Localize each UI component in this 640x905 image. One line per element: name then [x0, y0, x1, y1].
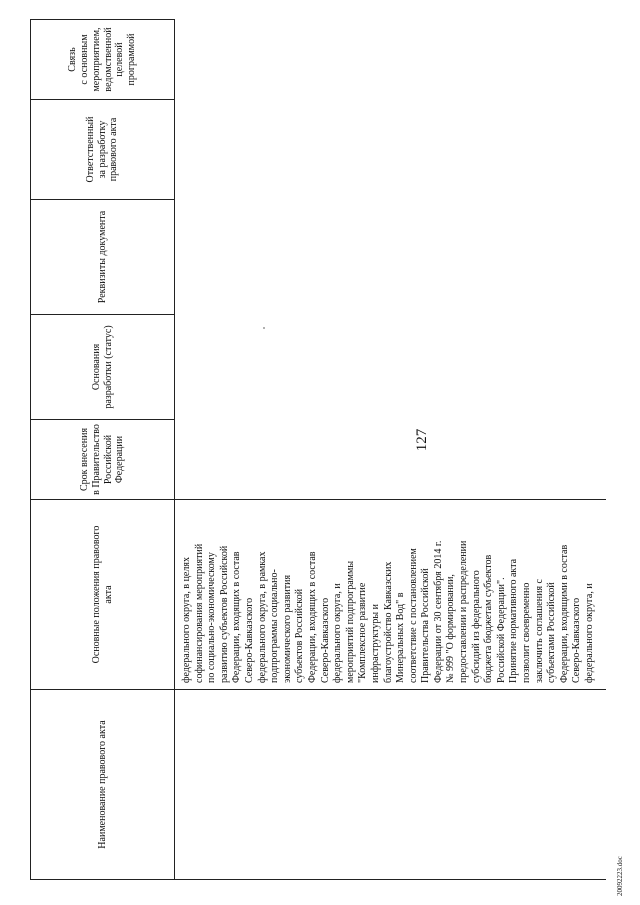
provisions-line: субъектами Российской: [546, 582, 558, 683]
provisions-line: Северо-Кавказского: [243, 597, 255, 683]
header-program-link: Связь с основным мероприятием, ведомственной целевой программой: [31, 20, 175, 100]
provisions-line: федерального округа, и: [332, 583, 344, 683]
legal-acts-table: [30, 19, 606, 880]
table-header-row: [31, 20, 175, 880]
provisions-line: мероприятий подпрограммы: [344, 560, 356, 683]
footer-filename: 20092223.doc: [616, 856, 624, 896]
provisions-line: заключить соглашения с: [533, 579, 545, 683]
header-grounds: Основания разработки (статус): [31, 315, 175, 420]
provisions-line: Федерации, входящих в состав: [231, 551, 243, 683]
rotated-landscape-content: [30, 20, 624, 896]
header-document-details: Реквизиты документа: [31, 200, 175, 315]
provisions-line: Федерации, входящими в состав: [558, 544, 570, 683]
provisions-line: федерального округа, в целях: [181, 557, 192, 683]
cell-deadline: [175, 420, 607, 500]
scan-speck: [263, 327, 265, 329]
page-number: 127: [414, 428, 430, 452]
provisions-line: Северо-Кавказского: [319, 597, 331, 683]
provisions-line: Правительства Российской: [420, 568, 432, 683]
provisions-line: Федерации от 30 сентября 2014 г.: [432, 540, 444, 683]
provisions-line: соответствие с постановлением: [407, 548, 419, 683]
header-submission-deadline: Срок внесения в Правительство Российской Федерации: [31, 420, 175, 500]
provisions-line: Принятие нормативного акта: [508, 558, 520, 683]
provisions-line: Федерации, входящих в состав: [306, 551, 318, 683]
provisions-line: развитию субъектов Российской: [218, 545, 230, 683]
header-act-name: Наименование правового акта: [31, 690, 175, 880]
provisions-line: федерального округа, и: [584, 583, 595, 683]
cell-details: [175, 200, 607, 315]
provisions-line: экономического развития: [281, 574, 293, 683]
header-responsible: Ответственный за разработку правового акта: [31, 100, 175, 200]
provisions-line: Минеральных Вод" в: [395, 592, 407, 683]
cell-act-name: [175, 690, 607, 880]
provisions-line: субсидий из федерального: [470, 570, 482, 683]
provisions-line: предоставлении и распределении: [458, 540, 470, 683]
provisions-line: по социально-экономическому: [206, 552, 218, 683]
cell-program-link: [175, 20, 607, 100]
provisions-line: Российской Федерации".: [495, 577, 507, 683]
provisions-line: субъектов Российской: [294, 588, 306, 683]
cell-grounds: [175, 315, 607, 420]
provisions-line: бюджета бюджетам субъектов: [483, 554, 495, 683]
provisions-line: позволит своевременно: [521, 582, 533, 683]
provisions-line: инфраструктуры и: [369, 604, 381, 683]
cell-main-provisions: [175, 500, 607, 690]
header-main-provisions: Основные положения правового акта: [31, 500, 175, 690]
provisions-line: федерального округа, в рамках: [256, 551, 268, 683]
provisions-line: подпрограммы социально-: [269, 569, 281, 683]
cell-responsible: [175, 100, 607, 200]
provisions-text: [181, 504, 597, 683]
table-body-row: [175, 20, 607, 880]
provisions-line: № 999 "О формировании,: [445, 574, 457, 683]
provisions-line: благоустройство Кавказских: [382, 561, 394, 683]
provisions-line: софинансирования мероприятий: [193, 543, 205, 683]
provisions-line: Северо-Кавказского: [571, 597, 583, 683]
provisions-line: "Комплексное развитие: [357, 582, 369, 683]
